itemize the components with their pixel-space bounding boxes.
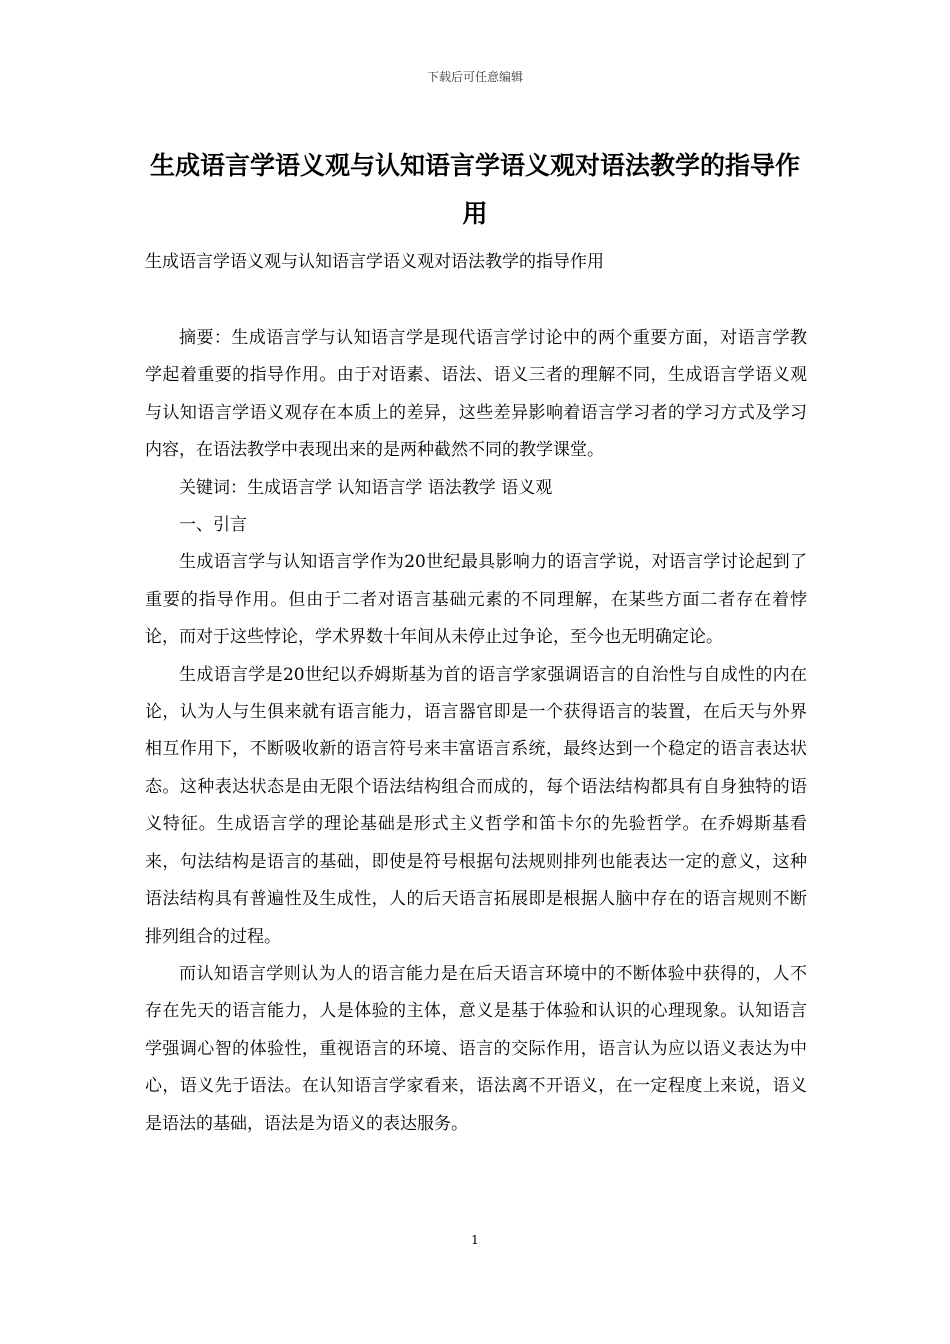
keywords-line: 关键词：生成语言学 认知语言学 语法教学 语义观 bbox=[179, 477, 553, 498]
document-subtitle: 生成语言学语义观与认知语言学语义观对语法教学的指导作用 bbox=[145, 252, 604, 272]
body-paragraph-2: 生成语言学是20世纪以乔姆斯基为首的语言学家强调语言的自治性与自成性的内在论，认为人与生俱来就有语言能力，语言器官即是一个获得语言的装置，在后天与外界相互作用下，不断吸收新的语言符号来丰富语言系统，最终达到一个稳定的语言表达状态。这种表达状态是由无限个语法结构组合而成的，每个语法结构都具有自身独特的语义特征。生成语言学的理论基础是形式主义哲学和笛卡尔的先验哲学。在乔姆斯基看来，句法结构是语言的基础，即使是符号根据句法规则排列也能表达一定的意义，这种语法结构具有普遍性及生成性，人的后天语言拓展即是根据人脑中存在的语言规则不断排列组合的过程。 bbox=[145, 664, 807, 947]
document-body bbox=[145, 320, 807, 1143]
page-number: 1 bbox=[471, 1233, 479, 1247]
abstract-paragraph: 摘要：生成语言学与认知语言学是现代语言学讨论中的两个重要方面，对语言学教学起着重要的指导作用。由于对语素、语法、语义三者的理解不同，生成语言学语义观与认知语言学语义观存在本质上的差异，这些差异影响着语言学习者的学习方式及学习内容，在语法教学中表现出来的是两种截然不同的教学课堂。 bbox=[145, 328, 807, 461]
document-title: 生成语言学语义观与认知语言学语义观对语法教学的指导作用 bbox=[149, 151, 800, 228]
header-note: 下载后可任意编辑 bbox=[426, 70, 523, 84]
body-paragraph-1: 生成语言学与认知语言学作为20世纪最具影响力的语言学说，对语言学讨论起到了重要的指导作用。但由于二者对语言基础元素的不同理解，在某些方面二者存在着悖论，而对于这些悖论，学术界数十年间从未停止过争论，至今也无明确定论。 bbox=[145, 552, 807, 648]
section-heading: 一、引言 bbox=[179, 515, 247, 536]
body-paragraph-3: 而认知语言学则认为人的语言能力是在后天语言环境中的不断体验中获得的，人不存在先天的语言能力，人是体验的主体，意义是基于体验和认识的心理现象。认知语言学强调心智的体验性，重视语言的环境、语言的交际作用，语言认为应以语义表达为中心，语义先于语法。在认知语言学家看来，语法离不开语义，在一定程度上来说，语义是语法的基础，语法是为语义的表达服务。 bbox=[145, 963, 807, 1134]
